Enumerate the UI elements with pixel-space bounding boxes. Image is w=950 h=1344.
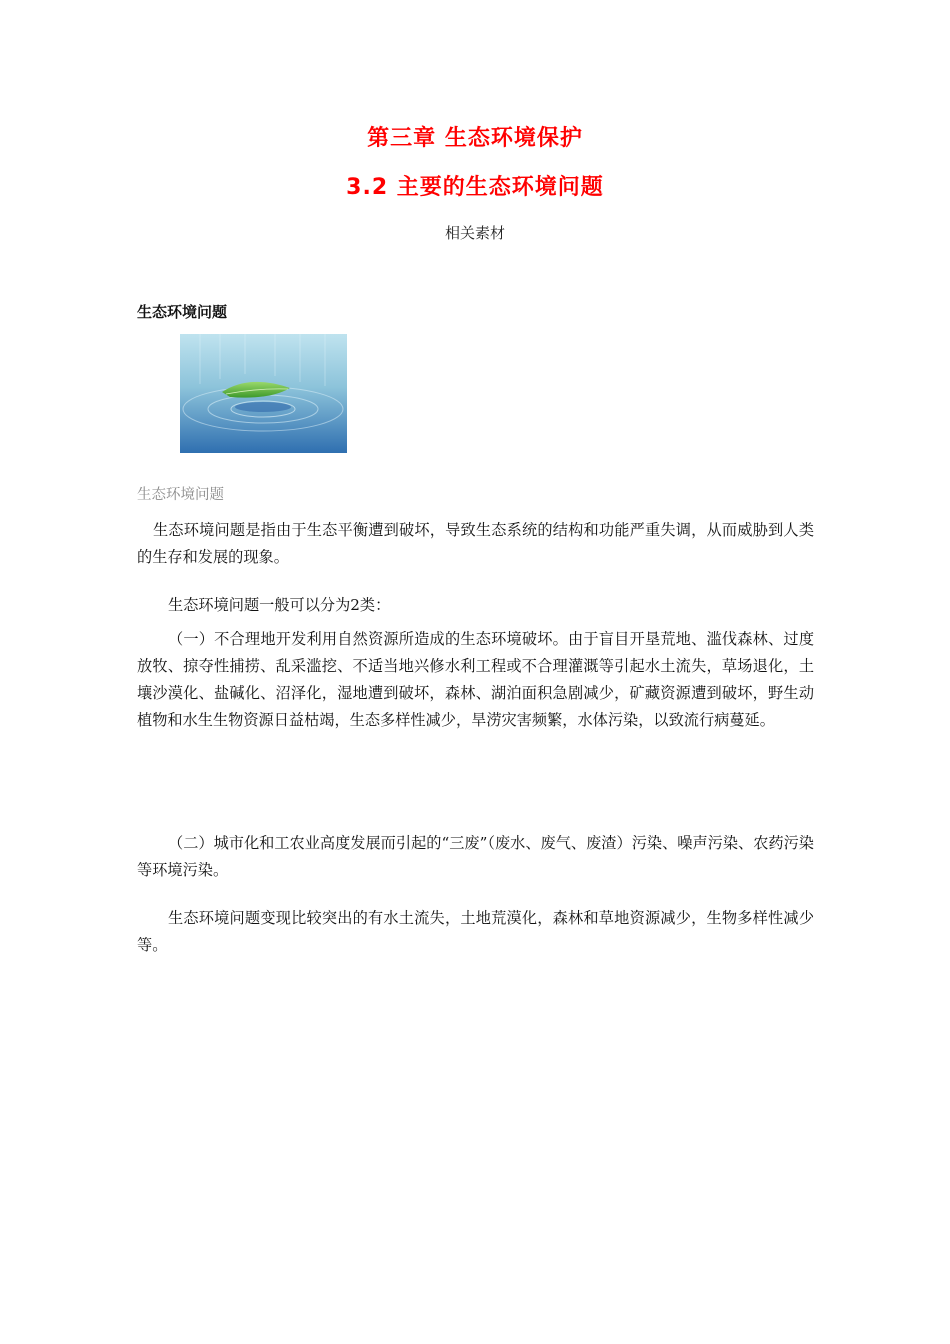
chapter-title: 第三章 生态环境保护 <box>367 126 583 151</box>
paragraph-definition: 生态环境问题是指由于生态平衡遭到破坏，导致生态系统的结构和功能严重失调，从而威胁到人类的生存和发展的现象。 <box>137 521 814 566</box>
paragraph-summary: 生态环境问题变现比较突出的有水土流失，土地荒漠化，森林和草地资源减少，生物多样性减少等。 <box>137 909 814 954</box>
paragraph-category-one: （一）不合理地开发利用自然资源所造成的生态环境破坏。由于盲目开垦荒地、滥伐森林、过度放牧、掠夺性捕捞、乱采滥挖、不适当地兴修水利工程或不合理灌溉等引起水土流失，草场退化，土壤沙漠化、盐碱化、沼泽化，湿地遭到破坏，森林、湖泊面积急剧减少，矿藏资源遭到破坏，野生动植物和水生生物资源日益枯竭，生态多样性减少，旱涝灾害频繁，水体污染，以致流行病蔓延。 <box>137 630 814 729</box>
subtitle: 相关素材 <box>444 224 505 242</box>
paragraph-category-two: （二）城市化和工农业高度发展而引起的“三废”（废水、废气、废渣）污染、噪声污染、农药污染等环境污染。 <box>137 834 814 879</box>
leaf-on-water-image <box>180 334 347 453</box>
section-heading: 生态环境问题 <box>137 303 228 321</box>
paragraph-categories: 生态环境问题一般可以分为2类： <box>168 596 391 614</box>
section-title: 3.2 主要的生态环境问题 <box>346 175 604 200</box>
figure-caption: 生态环境问题 <box>137 487 224 503</box>
